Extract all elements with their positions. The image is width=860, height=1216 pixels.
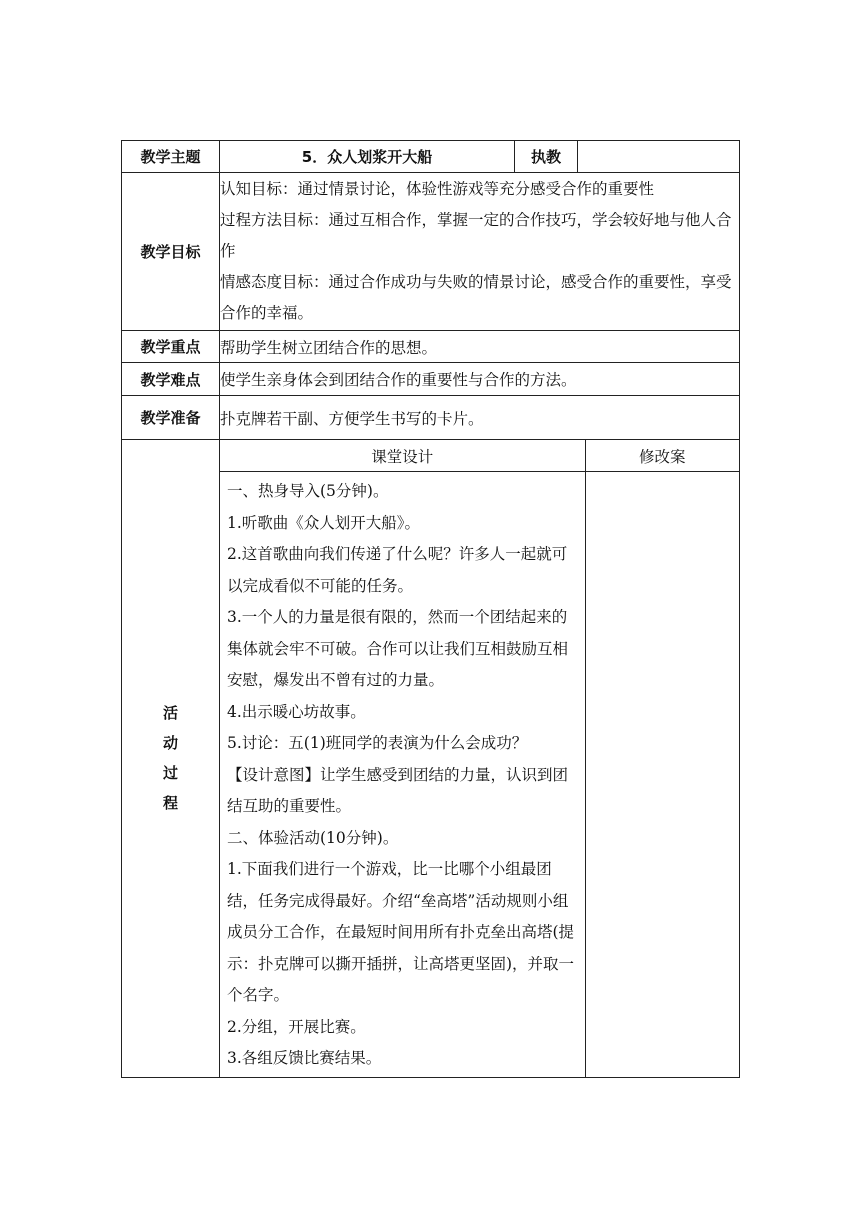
activity-item: 5.讨论：五(1)班同学的表演为什么会成功？ [227, 734, 528, 752]
process-body-row [220, 472, 739, 1077]
activities-list [220, 472, 585, 1077]
key-points-label: 教学重点 [122, 331, 220, 363]
process-label-char: 动 [162, 734, 178, 753]
teacher-label: 执教 [515, 141, 578, 173]
revision-column [585, 472, 739, 1077]
difficulties-text: 使学生亲身体会到团结合作的重要性与合作的方法。 [220, 363, 740, 396]
activity-item: 3.各组反馈比赛结果。 [227, 1049, 382, 1067]
topic-title: 5．众人划浆开大船 [220, 141, 515, 173]
activity-item: 4.出示暖心坊故事。 [227, 702, 366, 721]
activity-item: 2.分组，开展比赛。 [227, 1017, 366, 1036]
preparation-label: 教学准备 [122, 396, 220, 440]
process-label-char: 活 [162, 704, 178, 723]
preparation-text: 扑克牌若干副、方便学生书写的卡片。 [220, 396, 740, 440]
topic-label: 教学主题 [122, 141, 220, 173]
activity-item: 二、体验活动(10分钟)。 [227, 828, 399, 847]
activity-item: 1.听歌曲《众人划开大船》。 [227, 513, 421, 532]
activity-item: 【设计意图】让学生感受到团结的力量，认识到团结互助的重要性。 [227, 765, 569, 815]
activity-item: 1.下面我们进行一个游戏，比一比哪个小组最团结，任务完成得最好。介绍“垒高塔”活动规则小组成员分工合作，在最短时间用所有扑克垒出高塔(提示：扑克牌可以撕开插拼，让高塔更坚固)，并取一个名字。 [227, 860, 575, 1004]
process-inner-table [220, 440, 739, 1077]
difficulties-label: 教学难点 [122, 363, 220, 396]
teacher-value [578, 141, 740, 173]
revision-header: 修改案 [585, 440, 739, 472]
design-header: 课堂设计 [220, 440, 585, 472]
process-row [122, 440, 740, 1078]
activity-item: 3.一个人的力量是很有限的，然而一个团结起来的集体就会牢不可破。合作可以让我们互相鼓励互相安慰，爆发出不曾有过的力量。 [227, 608, 569, 689]
objective-emotion: 情感态度目标：通过合作成功与失败的情景讨论，感受合作的重要性，享受合作的幸福。 [220, 273, 732, 322]
process-content [220, 440, 740, 1078]
topic-row [122, 141, 740, 173]
preparation-row [122, 396, 740, 440]
key-points-row [122, 331, 740, 363]
process-label [122, 440, 220, 1078]
activity-item: 一、热身导入(5分钟)。 [227, 482, 389, 500]
objectives-row [122, 173, 740, 331]
process-header-row [220, 440, 739, 472]
objectives-label: 教学目标 [122, 173, 220, 331]
process-label-char: 过 [162, 764, 178, 783]
activity-item: 2.这首歌曲向我们传递了什么呢？许多人一起就可以完成看似不可能的任务。 [227, 545, 568, 595]
objectives-content [220, 173, 740, 331]
lesson-plan-table [121, 140, 740, 1078]
key-points-text: 帮助学生树立团结合作的思想。 [220, 331, 740, 363]
design-column [220, 472, 585, 1077]
objective-cognitive: 认知目标：通过情景讨论，体验性游戏等充分感受合作的重要性 [220, 180, 655, 198]
difficulties-row [122, 363, 740, 396]
process-label-char: 程 [162, 794, 178, 813]
objective-process: 过程方法目标：通过互相合作，掌握一定的合作技巧，学会较好地与他人合作 [220, 211, 732, 260]
